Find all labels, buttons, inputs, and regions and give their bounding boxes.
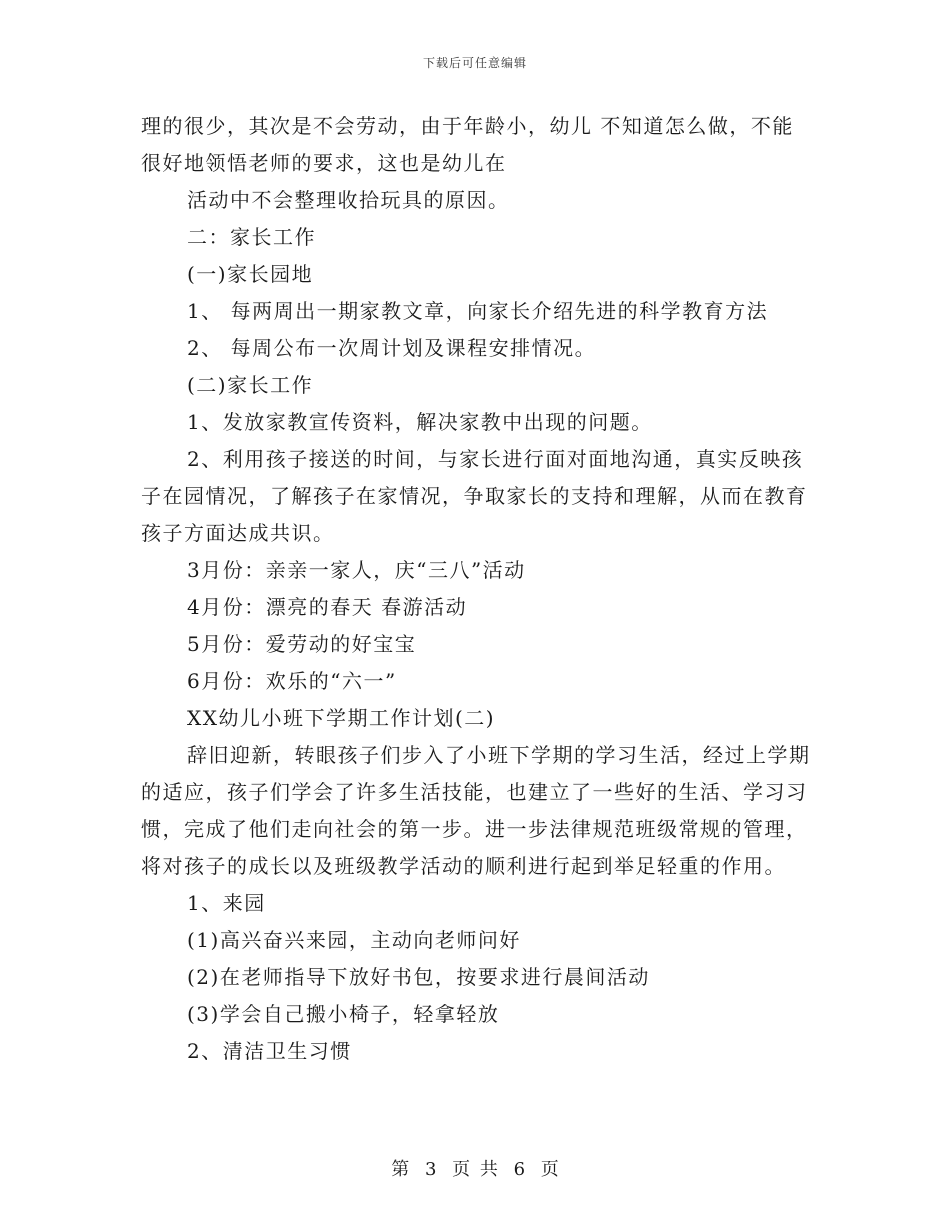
list-item: 2、利用孩子接送的时间，与家长进行面对面地沟通，真实反映孩子在园情况，了解孩子在家情况，争取家长的支持和理解，从而在教育孩子方面达成共识。 [141,447,808,545]
footer-suffix: 页 [540,1159,559,1180]
list-item: 2、清洁卫生习惯 [187,1039,352,1063]
document-title: XX幼儿小班下学期工作计划(二) [187,706,496,730]
paragraph: 辞旧迎新，转眼孩子们步入了小班下学期的学习生活，经过上学期的适应，孩子们学会了许多生活技能，也建立了一些好的生活、学习习惯，完成了他们走向社会的第一步。进一步法律规范班级常规的管理，将对孩子的成长以及班级教学活动的顺利进行起到举足轻重的作用。 [141,743,811,878]
month-item: 4月份：漂亮的春天 春游活动 [187,595,468,619]
month-item: 3月份：亲亲一家人，庆“三八”活动 [187,558,526,582]
current-page-number: 3 [424,1159,437,1180]
month-item: 6月份：欢乐的“六一” [187,669,397,693]
list-item: 1、发放家教宣传资料，解决家教中出现的问题。 [187,410,653,434]
paragraph: 活动中不会整理收拾玩具的原因。 [187,188,510,212]
list-item: (1)高兴奋兴来园，主动向老师问好 [187,928,521,952]
subsection-heading: (二)家长工作 [187,373,314,397]
list-item: 1、来园 [187,891,266,915]
paragraph: 理的很少，其次是不会劳动，由于年龄小，幼儿 不知道怎么做，不能很好地领悟老师的要求，这也是幼儿在 [141,114,794,175]
month-item: 5月份：爱劳动的好宝宝 [187,632,417,656]
page-header: 下载后可任意编辑 [422,56,527,70]
document-body [141,108,811,1070]
list-item: (2)在老师指导下放好书包，按要求进行晨间活动 [187,965,650,989]
subsection-heading: (一)家长园地 [187,262,314,286]
list-item: 2、 每周公布一次周计划及课程安排情况。 [187,336,597,360]
list-item: (3)学会自己搬小椅子，轻拿轻放 [187,1002,500,1026]
page-footer [0,1155,950,1181]
footer-prefix: 第 [391,1159,410,1180]
section-heading: 二：家长工作 [187,225,316,249]
footer-middle: 页 共 [452,1159,498,1180]
list-item: 1、 每两周出一期家教文章，向家长介绍先进的科学教育方法 [187,299,769,323]
total-pages-number: 6 [513,1159,526,1180]
